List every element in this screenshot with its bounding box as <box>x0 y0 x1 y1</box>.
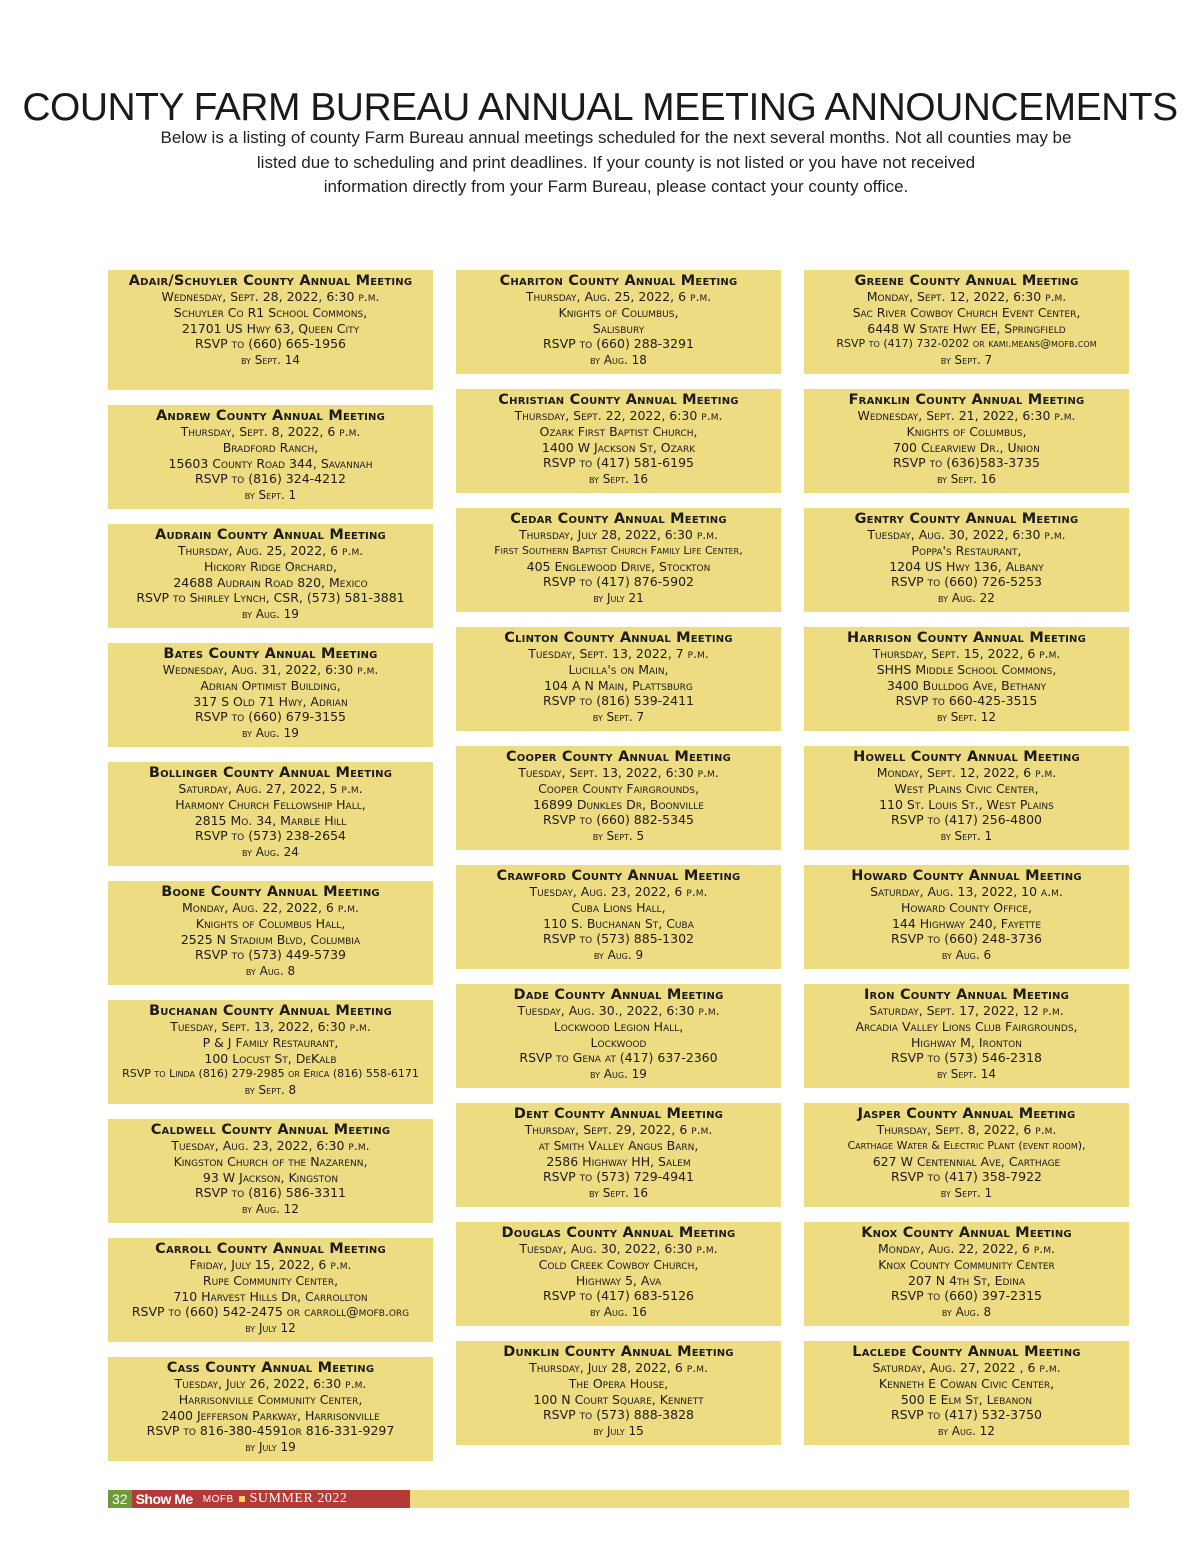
meeting-venue: Lucilla's on Main, <box>568 661 669 677</box>
meeting-card-crawford-county <box>456 865 781 969</box>
meeting-address: 1204 US Hwy 136, Albany <box>889 558 1044 574</box>
meeting-title: Bollinger County Annual Meeting <box>148 765 393 781</box>
meeting-title: Knox County Annual Meeting <box>861 1225 1072 1241</box>
meeting-rsvp: RSVP to (573) 888-3828 <box>542 1407 694 1423</box>
meeting-card-dent-county <box>456 1103 781 1207</box>
meeting-rsvp: RSVP to (660) 726-5253 <box>890 574 1042 590</box>
meeting-venue: Lockwood Legion Hall, <box>553 1018 684 1034</box>
meetings-column-1 <box>108 270 433 1461</box>
meeting-title: Howell County Annual Meeting <box>853 749 1080 765</box>
meeting-address: 500 E Elm St, Lebanon <box>900 1391 1033 1407</box>
meeting-address: Highway 5, Ava <box>575 1272 662 1288</box>
rsvp-deadline: by Aug. 24 <box>242 845 299 860</box>
meeting-rsvp: RSVP to (573) 238-2654 <box>194 828 346 844</box>
meeting-card-christian-county <box>456 389 781 493</box>
meeting-title: Audrain County Annual Meeting <box>155 527 386 543</box>
meeting-title: Cass County Annual Meeting <box>166 1360 375 1376</box>
meeting-title: Boone County Annual Meeting <box>161 884 380 900</box>
meeting-address: 317 S Old 71 Hwy, Adrian <box>193 693 348 709</box>
meeting-card-dade-county <box>456 984 781 1088</box>
meeting-address: Highway M, Ironton <box>911 1034 1022 1050</box>
meeting-rsvp: RSVP to (660) 288-3291 <box>542 336 694 352</box>
rsvp-deadline: by Sept. 7 <box>940 353 993 368</box>
meeting-venue: West Plains Civic Center, <box>894 780 1039 796</box>
meeting-rsvp: RSVP to (816) 586-3311 <box>194 1185 346 1201</box>
meeting-venue: Knights of Columbus Hall, <box>195 915 346 931</box>
meeting-date: Friday, July 15, 2022, 6 p.m. <box>189 1257 352 1272</box>
meeting-card-douglas-county <box>456 1222 781 1326</box>
meeting-card-bates-county <box>108 643 433 747</box>
meeting-card-cooper-county <box>456 746 781 850</box>
meeting-address: 15603 County Road 344, Savannah <box>168 455 373 471</box>
page-number: 32 <box>108 1490 132 1508</box>
meeting-venue: Hickory Ridge Orchard, <box>204 558 337 574</box>
meeting-address: 2586 Highway HH, Salem <box>546 1153 691 1169</box>
meeting-address: 207 N 4th St, Edina <box>907 1272 1026 1288</box>
meeting-address: 21701 US Hwy 63, Queen City <box>181 320 360 336</box>
meeting-rsvp: RSVP to (417) 876-5902 <box>542 574 694 590</box>
rsvp-deadline: by Aug. 19 <box>242 726 299 741</box>
meeting-rsvp: RSVP to (660) 665-1956 <box>194 336 346 352</box>
rsvp-deadline: by July 15 <box>593 1424 644 1439</box>
meeting-address: 700 Clearview Dr., Union <box>893 439 1040 455</box>
meeting-date: Monday, Sept. 12, 2022, 6 p.m. <box>876 765 1057 780</box>
meeting-rsvp: RSVP to Gena at (417) 637-2360 <box>519 1050 718 1066</box>
meeting-address: 627 W Centennial Ave, Carthage <box>872 1153 1061 1169</box>
meeting-card-clinton-county <box>456 627 781 731</box>
meeting-address: Salisbury <box>592 320 645 336</box>
rsvp-deadline: by Sept. 16 <box>588 472 649 487</box>
meeting-title: Christian County Annual Meeting <box>498 392 739 408</box>
meeting-card-franklin-county <box>804 389 1129 493</box>
meeting-venue: Schuyler Co R1 School Commons, <box>173 304 368 320</box>
rsvp-deadline: by Aug. 9 <box>593 948 644 963</box>
meeting-address: Lockwood <box>590 1034 647 1050</box>
meeting-rsvp: RSVP to (636)583-3735 <box>892 455 1041 471</box>
meeting-rsvp: RSVP to (417) 358-7922 <box>890 1169 1042 1185</box>
meeting-card-greene-county <box>804 270 1129 374</box>
meeting-address: 2815 Mo. 34, Marble Hill <box>194 812 347 828</box>
meeting-venue: Cuba Lions Hall, <box>571 899 666 915</box>
meeting-date: Saturday, Aug. 27, 2022, 5 p.m. <box>178 781 363 796</box>
issue-label: SUMMER 2022 <box>249 1491 348 1506</box>
meeting-card-harrison-county <box>804 627 1129 731</box>
footer-masthead <box>108 1490 410 1508</box>
meeting-card-cedar-county <box>456 508 781 612</box>
meeting-card-jasper-county <box>804 1103 1129 1207</box>
meeting-title: Greene County Annual Meeting <box>854 273 1079 289</box>
meeting-venue: Cooper County Fairgrounds, <box>538 780 699 796</box>
meeting-card-andrew-county <box>108 405 433 509</box>
meeting-venue: Knights of Columbus, <box>558 304 679 320</box>
meeting-date: Tuesday, Aug. 30., 2022, 6:30 p.m. <box>517 1003 720 1018</box>
meeting-title: Iron County Annual Meeting <box>863 987 1070 1003</box>
meeting-title: Dunklin County Annual Meeting <box>503 1344 734 1360</box>
meeting-date: Tuesday, Aug. 30, 2022, 6:30 p.m. <box>519 1241 718 1256</box>
footer-bar <box>108 1490 1129 1508</box>
meeting-rsvp: RSVP to (417) 532-3750 <box>890 1407 1042 1423</box>
meeting-address: 144 Highway 240, Fayette <box>891 915 1042 931</box>
meeting-venue: P & J Family Restaurant, <box>202 1034 339 1050</box>
rsvp-deadline: by Sept. 7 <box>592 710 645 725</box>
rsvp-deadline: by Aug. 22 <box>938 591 995 606</box>
meetings-column-3 <box>804 270 1129 1445</box>
meeting-title: Clinton County Annual Meeting <box>504 630 733 646</box>
rsvp-deadline: by Sept. 14 <box>240 353 301 368</box>
meeting-venue: First Southern Baptist Church Family Life Center, <box>494 543 743 557</box>
meeting-address: 2400 Jefferson Parkway, Harrisonville <box>161 1407 380 1423</box>
meeting-title: Carroll County Annual Meeting <box>155 1241 386 1257</box>
meeting-title: Howard County Annual Meeting <box>851 868 1082 884</box>
rsvp-deadline: by Aug. 8 <box>245 964 296 979</box>
meeting-date: Thursday, Aug. 25, 2022, 6 p.m. <box>525 289 712 304</box>
rsvp-deadline: by Aug. 19 <box>590 1067 647 1082</box>
intro-line: information directly from your Farm Bureau, please contact your county office. <box>323 177 909 196</box>
meeting-venue: Ozark First Baptist Church, <box>539 423 698 439</box>
meeting-venue: Kenneth E Cowan Civic Center, <box>878 1375 1055 1391</box>
meeting-card-buchanan-county <box>108 1000 433 1104</box>
magazine-brand: Show Me <box>135 1491 193 1507</box>
meeting-card-iron-county <box>804 984 1129 1088</box>
meeting-title: Andrew County Annual Meeting <box>156 408 385 424</box>
meeting-title: Dade County Annual Meeting <box>513 987 724 1003</box>
meeting-venue: Poppa's Restaurant, <box>911 542 1022 558</box>
rsvp-deadline: by Sept. 5 <box>592 829 645 844</box>
meeting-venue: Carthage Water & Electric Plant (event room), <box>847 1138 1086 1152</box>
meeting-address: 405 Englewood Drive, Stockton <box>526 558 711 574</box>
meeting-rsvp: RSVP to Shirley Lynch, CSR, (573) 581-3881 <box>136 590 405 606</box>
meeting-title: Chariton County Annual Meeting <box>499 273 738 289</box>
meeting-address: 100 N Court Square, Kennett <box>533 1391 704 1407</box>
meeting-title: Harrison County Annual Meeting <box>846 630 1086 646</box>
meeting-date: Thursday, July 28, 2022, 6 p.m. <box>529 1360 708 1375</box>
meeting-title: Caldwell County Annual Meeting <box>150 1122 391 1138</box>
meeting-address: 710 Harvest Hills Dr, Carrollton <box>173 1288 368 1304</box>
meeting-venue: The Opera House, <box>568 1375 669 1391</box>
meeting-title: Cedar County Annual Meeting <box>510 511 727 527</box>
meeting-date: Thursday, Sept. 15, 2022, 6 p.m. <box>872 646 1061 661</box>
meeting-rsvp: RSVP to (660) 882-5345 <box>542 812 694 828</box>
meeting-date: Tuesday, Aug. 23, 2022, 6 p.m. <box>529 884 708 899</box>
meeting-card-gentry-county <box>804 508 1129 612</box>
meeting-title: Adair/Schuyler County Annual Meeting <box>128 273 413 289</box>
meeting-date: Monday, Aug. 22, 2022, 6 p.m. <box>877 1241 1055 1256</box>
meeting-venue: Kingston Church of the Nazarenn, <box>173 1153 368 1169</box>
rsvp-deadline: by Aug. 12 <box>242 1202 299 1217</box>
rsvp-deadline: by Sept. 1 <box>940 1186 993 1201</box>
meeting-date: Thursday, Sept. 8, 2022, 6 p.m. <box>876 1122 1057 1137</box>
intro-line: listed due to scheduling and print deadlines. If your county is not listed or you have not received <box>256 152 976 172</box>
meeting-date: Thursday, Sept. 29, 2022, 6 p.m. <box>524 1122 713 1137</box>
rsvp-deadline: by Sept. 8 <box>244 1083 297 1098</box>
intro-line: Below is a listing of county Farm Bureau annual meetings scheduled for the next several months. Not all counties may be <box>160 128 1072 147</box>
meeting-title: Crawford County Annual Meeting <box>496 868 741 884</box>
meeting-card-adair-schuyler-county <box>108 270 433 390</box>
meeting-rsvp: RSVP to Linda (816) 279-2985 or Erica (816) 558-6171 <box>122 1067 419 1081</box>
meeting-address: 24688 Audrain Road 820, Mexico <box>173 574 368 590</box>
meeting-address: 93 W Jackson, Kingston <box>202 1169 339 1185</box>
rsvp-deadline: by Sept. 14 <box>936 1067 997 1082</box>
meeting-date: Thursday, Sept. 22, 2022, 6:30 p.m. <box>514 408 723 423</box>
meeting-date: Tuesday, Sept. 13, 2022, 7 p.m. <box>528 646 709 661</box>
meeting-date: Tuesday, July 26, 2022, 6:30 p.m. <box>174 1376 367 1391</box>
meeting-card-chariton-county <box>456 270 781 374</box>
meeting-address: 110 St. Louis St., West Plains <box>879 796 1054 812</box>
rsvp-deadline: by Sept. 16 <box>936 472 997 487</box>
meeting-address: 104 A N Main, Plattsburg <box>544 677 693 693</box>
meeting-rsvp: RSVP to (573) 449-5739 <box>194 947 346 963</box>
meeting-rsvp: RSVP to (417) 683-5126 <box>542 1288 694 1304</box>
meeting-title: Douglas County Annual Meeting <box>501 1225 736 1241</box>
meeting-title: Cooper County Annual Meeting <box>505 749 732 765</box>
meeting-rsvp: RSVP to (573) 546-2318 <box>890 1050 1042 1066</box>
rsvp-deadline: by Aug. 6 <box>941 948 992 963</box>
meeting-rsvp: RSVP to 660-425-3515 <box>895 693 1038 709</box>
meetings-column-2 <box>456 270 781 1445</box>
separator-square-icon <box>239 1496 245 1502</box>
meeting-venue: Harrisonville Community Center, <box>178 1391 363 1407</box>
meeting-venue: Rupe Community Center, <box>202 1272 339 1288</box>
meeting-card-audrain-county <box>108 524 433 628</box>
rsvp-deadline: by July 12 <box>245 1321 296 1336</box>
rsvp-deadline: by Aug. 18 <box>590 353 647 368</box>
meeting-venue: Bradford Ranch, <box>222 439 319 455</box>
meeting-date: Wednesday, Aug. 31, 2022, 6:30 p.m. <box>162 662 379 677</box>
meeting-card-knox-county <box>804 1222 1129 1326</box>
meeting-date: Tuesday, Sept. 13, 2022, 6:30 p.m. <box>518 765 719 780</box>
rsvp-deadline: by Aug. 8 <box>941 1305 992 1320</box>
rsvp-deadline: by Sept. 1 <box>940 829 993 844</box>
rsvp-deadline: by Aug. 16 <box>590 1305 647 1320</box>
meeting-rsvp: RSVP to (573) 885-1302 <box>542 931 694 947</box>
meeting-date: Monday, Aug. 22, 2022, 6 p.m. <box>181 900 359 915</box>
meeting-card-howard-county <box>804 865 1129 969</box>
meeting-rsvp: RSVP to 816-380-4591or 816-331-9297 <box>146 1423 395 1439</box>
rsvp-deadline: by Sept. 1 <box>244 488 297 503</box>
meeting-title: Jasper County Annual Meeting <box>857 1106 1076 1122</box>
meeting-address: 2525 N Stadium Blvd, Columbia <box>180 931 361 947</box>
meeting-rsvp: RSVP to (660) 248-3736 <box>890 931 1042 947</box>
rsvp-deadline: by Aug. 12 <box>938 1424 995 1439</box>
meeting-card-cass-county <box>108 1357 433 1461</box>
meeting-title: Dent County Annual Meeting <box>513 1106 724 1122</box>
meeting-date: Saturday, Aug. 27, 2022 , 6 p.m. <box>872 1360 1061 1375</box>
meeting-rsvp: RSVP to (417) 732-0202 or kami.means@mofb.com <box>836 337 1097 351</box>
meeting-date: Saturday, Sept. 17, 2022, 12 p.m. <box>869 1003 1064 1018</box>
meeting-rsvp: RSVP to (660) 542-2475 or carroll@mofb.org <box>131 1304 410 1320</box>
meeting-title: Bates County Annual Meeting <box>163 646 378 662</box>
meeting-rsvp: RSVP to (660) 679-3155 <box>194 709 346 725</box>
intro-paragraph <box>100 126 1132 200</box>
meeting-date: Tuesday, Aug. 30, 2022, 6:30 p.m. <box>867 527 1066 542</box>
meeting-date: Thursday, July 28, 2022, 6:30 p.m. <box>519 527 718 542</box>
meeting-venue: Sac River Cowboy Church Event Center, <box>852 304 1081 320</box>
meeting-venue: Harmony Church Fellowship Hall, <box>175 796 366 812</box>
meeting-rsvp: RSVP to (573) 729-4941 <box>542 1169 694 1185</box>
meeting-rsvp: RSVP to (816) 324-4212 <box>194 471 346 487</box>
meeting-title: Buchanan County Annual Meeting <box>148 1003 393 1019</box>
meeting-date: Thursday, Aug. 25, 2022, 6 p.m. <box>177 543 364 558</box>
meeting-date: Tuesday, Aug. 23, 2022, 6:30 p.m. <box>171 1138 370 1153</box>
meeting-venue: Arcadia Valley Lions Club Fairgrounds, <box>855 1018 1078 1034</box>
meeting-address: 3400 Bulldog Ave, Bethany <box>886 677 1047 693</box>
rsvp-deadline: by July 21 <box>593 591 644 606</box>
meeting-date: Monday, Sept. 12, 2022, 6:30 p.m. <box>866 289 1067 304</box>
meeting-card-laclede-county <box>804 1341 1129 1445</box>
meeting-venue: Adrian Optimist Building, <box>200 677 341 693</box>
meeting-address: 110 S. Buchanan St, Cuba <box>543 915 694 931</box>
meeting-title: Gentry County Annual Meeting <box>854 511 1079 527</box>
meeting-date: Wednesday, Sept. 28, 2022, 6:30 p.m. <box>161 289 380 304</box>
meeting-address: 16899 Dunkles Dr, Boonville <box>533 796 704 812</box>
meeting-card-caldwell-county <box>108 1119 433 1223</box>
meeting-address: 100 Locust St, DeKalb <box>204 1050 337 1066</box>
rsvp-deadline: by Sept. 16 <box>588 1186 649 1201</box>
meeting-venue: Cold Creek Cowboy Church, <box>538 1256 699 1272</box>
meeting-title: Laclede County Annual Meeting <box>852 1344 1081 1360</box>
meeting-rsvp: RSVP to (417) 581-6195 <box>542 455 694 471</box>
rsvp-deadline: by Aug. 19 <box>242 607 299 622</box>
meeting-venue: at Smith Valley Angus Barn, <box>538 1137 699 1153</box>
meeting-date: Tuesday, Sept. 13, 2022, 6:30 p.m. <box>170 1019 371 1034</box>
meeting-venue: Knox County Community Center <box>878 1256 1055 1272</box>
meeting-venue: SHHS Middle School Commons, <box>876 661 1057 677</box>
meeting-date: Wednesday, Sept. 21, 2022, 6:30 p.m. <box>857 408 1076 423</box>
page-title: COUNTY FARM BUREAU ANNUAL MEETING ANNOUNCEMENTS <box>22 86 1178 129</box>
meeting-rsvp: RSVP to (660) 397-2315 <box>890 1288 1042 1304</box>
meeting-address: 1400 W Jackson St, Ozark <box>541 439 696 455</box>
rsvp-deadline: by Sept. 12 <box>936 710 997 725</box>
meeting-title: Franklin County Annual Meeting <box>848 392 1085 408</box>
meeting-date: Saturday, Aug. 13, 2022, 10 a.m. <box>870 884 1063 899</box>
meeting-venue: Howard County Office, <box>900 899 1033 915</box>
meeting-card-boone-county <box>108 881 433 985</box>
meeting-date: Thursday, Sept. 8, 2022, 6 p.m. <box>180 424 361 439</box>
meeting-card-howell-county <box>804 746 1129 850</box>
meeting-address: 6448 W State Hwy EE, Springfield <box>867 320 1066 336</box>
meeting-rsvp: RSVP to (816) 539-2411 <box>542 693 694 709</box>
rsvp-deadline: by July 19 <box>245 1440 296 1455</box>
meeting-card-dunklin-county <box>456 1341 781 1445</box>
meeting-card-bollinger-county <box>108 762 433 866</box>
meeting-rsvp: RSVP to (417) 256-4800 <box>890 812 1042 828</box>
org-name: MOFB <box>202 1493 234 1505</box>
meeting-venue: Knights of Columbus, <box>906 423 1027 439</box>
meeting-card-carroll-county <box>108 1238 433 1342</box>
